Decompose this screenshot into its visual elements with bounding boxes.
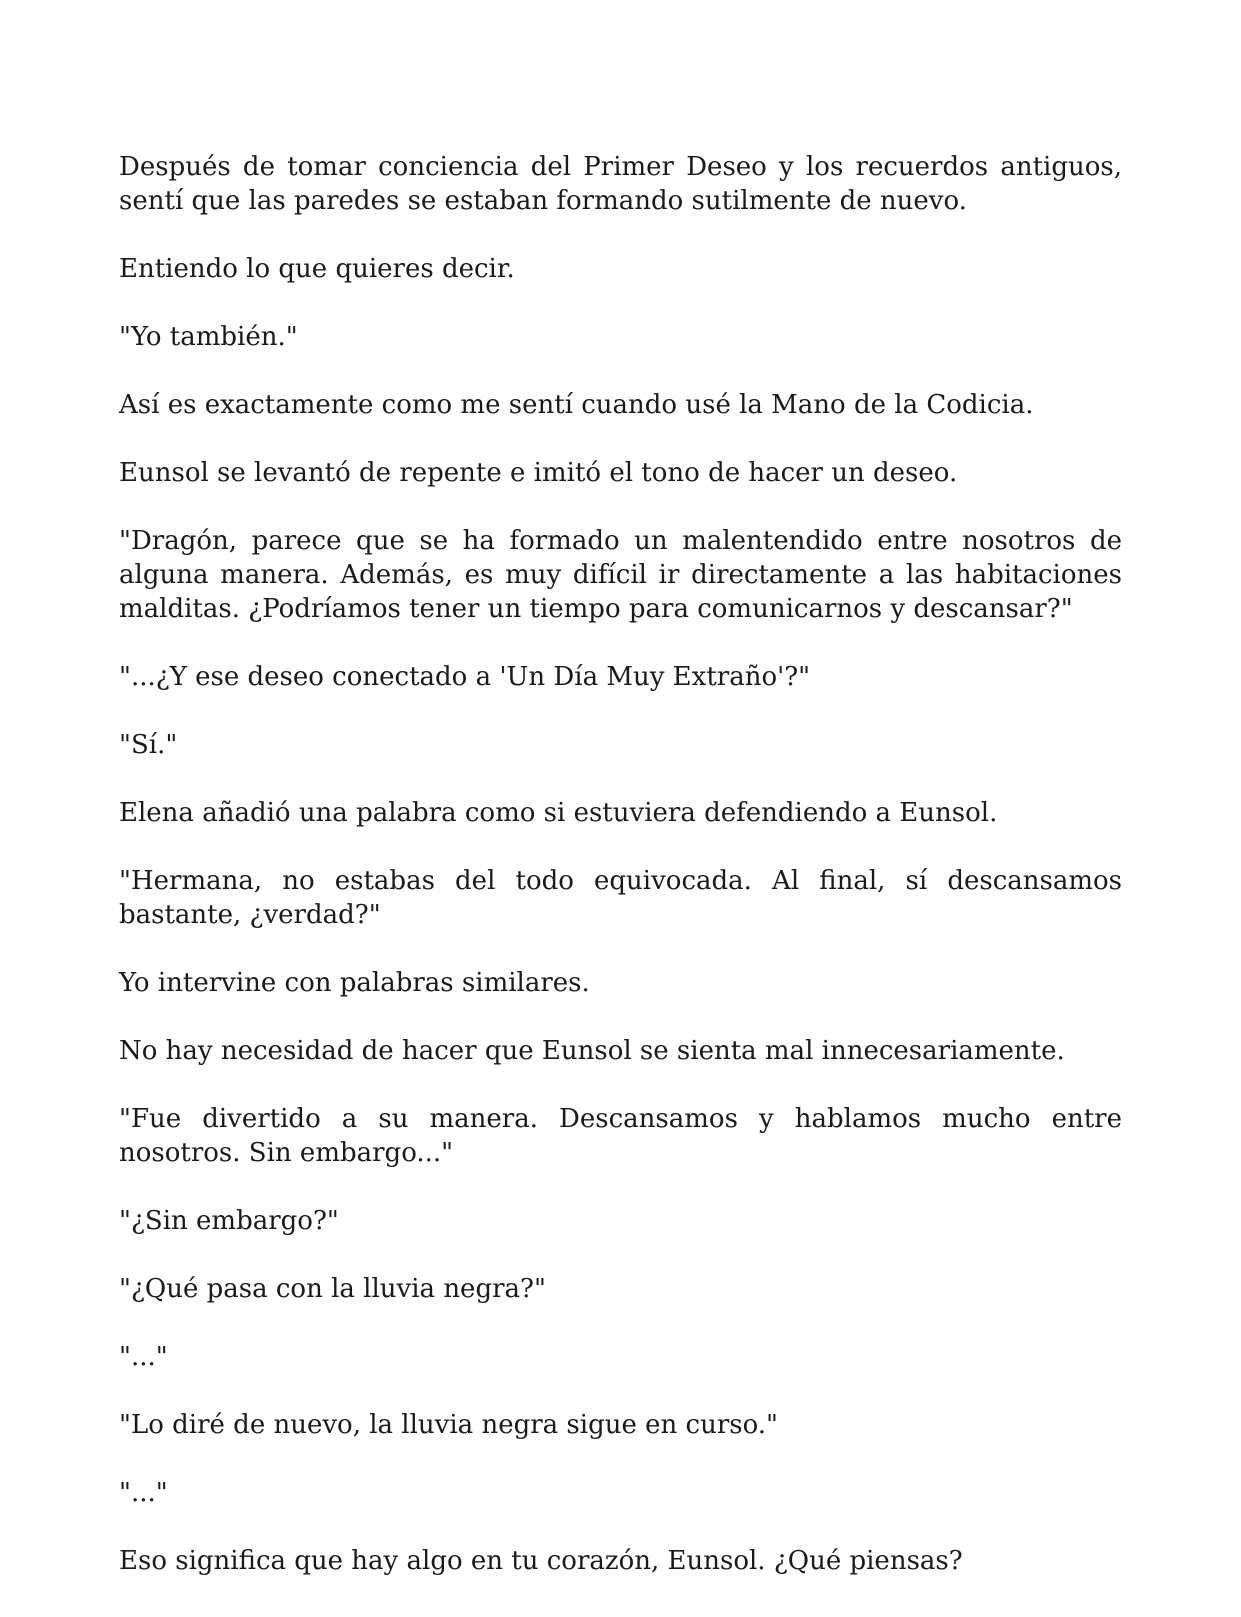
paragraph: No hay necesidad de hacer que Eunsol se sienta mal innecesariamente.	[119, 1036, 1065, 1066]
paragraph: Eunsol se levantó de repente e imitó el tono de hacer un deseo.	[119, 458, 958, 488]
paragraph: Después de tomar conciencia del Primer Deseo y los recuerdos antiguos, sentí que las paredes se estaban formando sutilmente de nuevo.	[119, 152, 1122, 216]
dialogue-line: "..."	[119, 1342, 168, 1372]
dialogue-line: "Yo también."	[119, 322, 298, 352]
dialogue-line: "..."	[119, 1478, 168, 1508]
document-body	[119, 150, 1122, 1612]
dialogue-line: "¿Sin embargo?"	[119, 1206, 339, 1236]
dialogue-line: "Fue divertido a su manera. Descansamos y hablamos mucho entre nosotros. Sin embargo..."	[119, 1104, 1122, 1168]
dialogue-line: "Sí."	[119, 730, 178, 760]
paragraph: Yo intervine con palabras similares.	[119, 968, 590, 998]
dialogue-line: "Dragón, parece que se ha formado un malentendido entre nosotros de alguna manera. Además, es muy difícil ir directamente a las habitaciones malditas. ¿Podríamos tener un tiempo para comunicarnos y descansar?"	[119, 526, 1122, 624]
dialogue-line: "Lo diré de nuevo, la lluvia negra sigue en curso."	[119, 1410, 779, 1440]
paragraph: Elena añadió una palabra como si estuviera defendiendo a Eunsol.	[119, 798, 998, 828]
paragraph: Entiendo lo que quieres decir.	[119, 254, 515, 284]
paragraph: Así es exactamente como me sentí cuando usé la Mano de la Codicia.	[119, 390, 1034, 420]
dialogue-line: "¿Qué pasa con la lluvia negra?"	[119, 1274, 546, 1304]
dialogue-line: "...¿Y ese deseo conectado a 'Un Día Muy Extraño'?"	[119, 662, 811, 692]
dialogue-line: "Hermana, no estabas del todo equivocada. Al final, sí descansamos bastante, ¿verdad?"	[119, 866, 1122, 930]
paragraph: Eso significa que hay algo en tu corazón, Eunsol. ¿Qué piensas?	[119, 1546, 963, 1576]
